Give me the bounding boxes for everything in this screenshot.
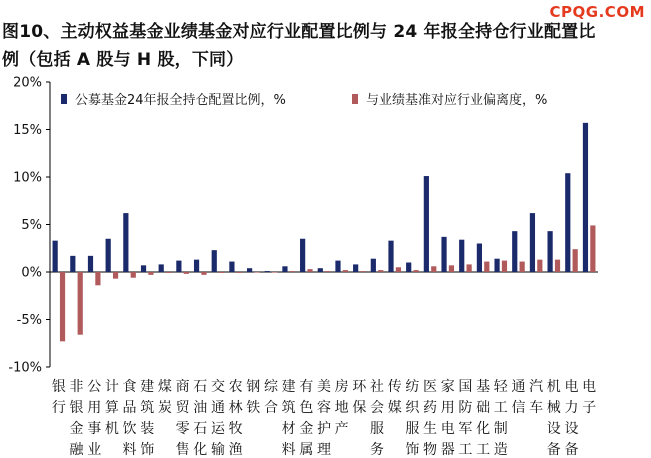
bar-series1 [300, 239, 305, 272]
x-category-label: 石油石化 [193, 379, 208, 458]
bar-series1 [424, 176, 429, 272]
x-category-label: 汽车 [529, 379, 544, 416]
bar-series2 [148, 272, 153, 275]
bar-series1 [194, 260, 199, 272]
bar-series1 [282, 266, 287, 272]
bar-series1 [176, 261, 181, 272]
figure-title-line2: 例（包括 A 股与 H 股，下同） [2, 50, 244, 70]
y-tick-label: -5% [16, 313, 42, 328]
bar-series1 [159, 264, 164, 272]
bar-series2 [290, 271, 295, 272]
y-tick-label: -10% [8, 360, 42, 376]
x-category-label: 电力设备 [564, 379, 579, 458]
bar-series1 [530, 213, 535, 272]
bar-series1 [106, 239, 111, 272]
bar-series2 [113, 272, 118, 279]
x-category-label: 电子 [582, 379, 597, 416]
x-category-label: 钢铁 [246, 379, 261, 416]
x-category-label: 公用事业 [87, 379, 102, 458]
legend-label-series2: 与业绩基准对应行业偏离度，% [366, 93, 548, 108]
bar-series2 [502, 261, 507, 272]
bar-series1 [459, 240, 464, 272]
bar-series1 [388, 241, 393, 272]
x-category-label: 农林牧渔 [228, 379, 243, 458]
chart-legend [61, 92, 547, 108]
legend-swatch-series2 [352, 94, 358, 104]
bar-series1 [88, 256, 93, 272]
x-category-label: 传媒 [387, 379, 402, 416]
bar-series2 [219, 272, 224, 273]
x-axis-labels [52, 378, 596, 458]
x-category-label: 美容护理 [317, 379, 331, 458]
x-category-label: 商贸零售 [175, 379, 190, 458]
bar-series2 [78, 272, 83, 335]
y-tick-label: 15% [13, 123, 42, 138]
bar-series1 [247, 268, 252, 272]
bar-series1 [141, 265, 146, 272]
bar-series2 [254, 272, 259, 273]
bar-series2 [378, 270, 383, 272]
bar-series1 [123, 213, 128, 272]
bar-series2 [325, 271, 330, 272]
x-category-label: 家用电器 [440, 379, 455, 458]
bar-series2 [431, 266, 436, 272]
bar-series1 [70, 256, 75, 272]
bar-series2 [537, 260, 542, 272]
bar-series2 [413, 270, 418, 272]
bar-series1 [229, 262, 234, 272]
chart-bars [53, 123, 596, 342]
bar-series1 [583, 123, 588, 272]
bar-series2 [95, 272, 100, 285]
bar-series1 [477, 244, 482, 273]
x-category-label: 银行 [51, 379, 66, 416]
bar-series2 [396, 267, 401, 272]
y-tick-label: 5% [21, 218, 42, 233]
bar-series2 [449, 265, 454, 272]
x-category-label: 社会服务 [370, 379, 385, 458]
x-category-label: 交通运输 [210, 379, 225, 458]
bar-series1 [318, 268, 323, 272]
bar-series1 [406, 263, 411, 273]
bar-series2 [520, 262, 525, 272]
x-category-label: 国防军工 [458, 379, 473, 458]
bar-series2 [360, 271, 365, 272]
x-category-label: 医药生物 [423, 379, 438, 458]
x-category-label: 机械设备 [546, 379, 561, 458]
y-tick-label: 10% [13, 170, 42, 186]
x-category-label: 环保 [352, 379, 367, 416]
x-category-label: 综合 [263, 379, 278, 416]
figure-title-line1: 图10、主动权益基金业绩基金对应行业配置比例与 24 年报全持仓行业配置比 [2, 22, 596, 42]
bar-series2 [555, 260, 560, 272]
x-category-label: 纺织服饰 [405, 379, 420, 458]
bar-series1 [494, 259, 499, 272]
bar-series2 [590, 225, 595, 272]
bar-series2 [60, 272, 65, 341]
bar-series2 [184, 272, 189, 274]
x-category-label: 轻工制造 [493, 379, 508, 458]
bar-series1 [548, 231, 553, 272]
x-category-label: 有色金属 [299, 379, 314, 458]
bar-series1 [53, 241, 58, 272]
x-category-label: 建筑材料 [281, 379, 296, 458]
bar-series2 [573, 249, 578, 272]
bar-series1 [565, 173, 570, 272]
x-category-label: 建筑装饰 [140, 379, 155, 458]
bar-series2 [272, 272, 277, 273]
legend-label-series1: 公募基金24年报全持仓配置比例，% [75, 93, 286, 108]
bar-series1 [212, 250, 217, 272]
bar-series1 [512, 231, 517, 272]
x-category-label: 房地产 [334, 379, 349, 437]
bar-series2 [467, 264, 472, 272]
bar-series2 [201, 272, 206, 275]
x-category-label: 非银金融 [69, 379, 84, 458]
bar-series2 [484, 262, 489, 272]
bar-series1 [441, 237, 446, 272]
y-tick-label: 0% [21, 265, 42, 281]
bar-series2 [166, 272, 171, 273]
bar-series2 [131, 272, 136, 278]
bar-series2 [307, 269, 312, 272]
bar-series1 [335, 261, 340, 272]
bar-series2 [343, 270, 348, 272]
legend-swatch-series1 [61, 94, 67, 104]
x-category-label: 煤炭 [157, 379, 172, 416]
x-category-label: 计算机 [104, 379, 119, 437]
bar-series2 [237, 272, 242, 273]
bar-series1 [353, 264, 358, 272]
y-tick-label: 20% [13, 75, 42, 91]
x-category-label: 基础化工 [476, 379, 491, 458]
bar-series1 [265, 271, 270, 272]
x-category-label: 通信 [511, 379, 526, 416]
bar-series1 [371, 259, 376, 272]
chart-axes [8, 76, 598, 376]
watermark-logo: CPQG.COM [549, 3, 645, 21]
x-category-label: 食品饮料 [122, 379, 137, 458]
